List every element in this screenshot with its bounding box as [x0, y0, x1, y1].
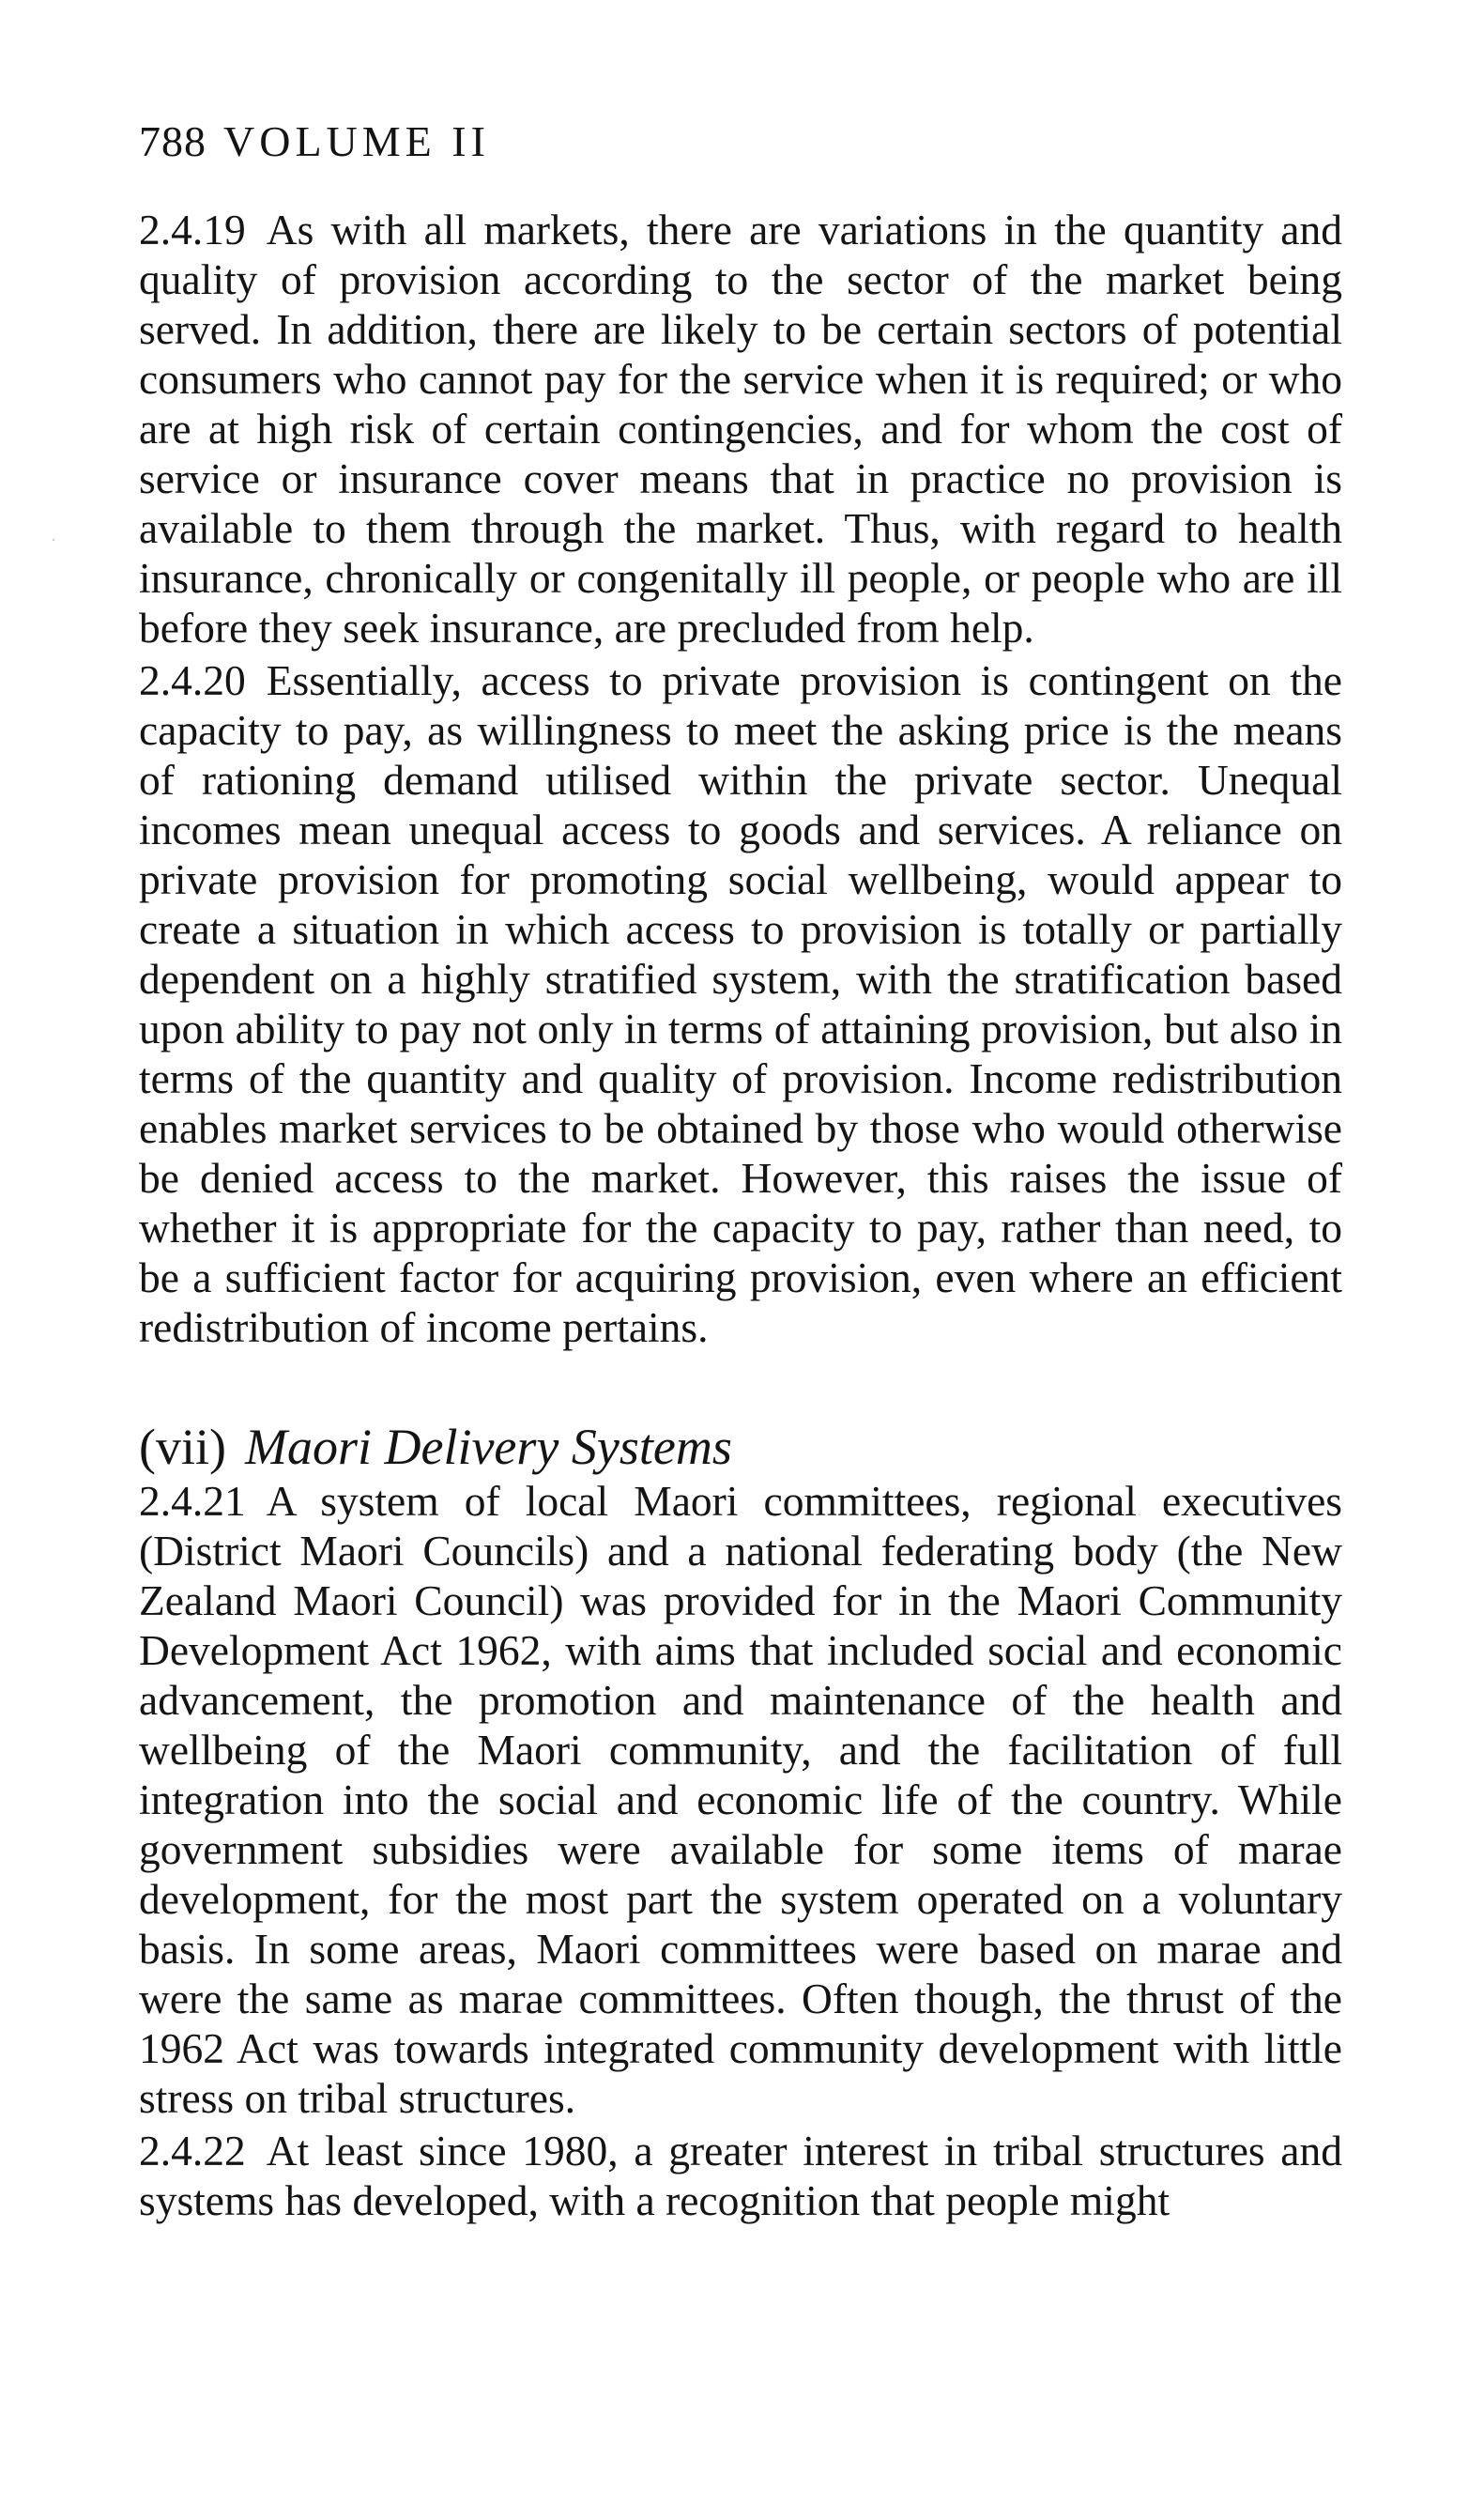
- running-title: VOLUME II: [223, 117, 490, 165]
- running-header: [139, 117, 490, 165]
- paragraph-number: 2.4.21: [139, 1477, 246, 1525]
- paragraph-text: Essentially, access to private provision is contingent on the capacity to pay, as willingness to meet the asking price is the means of rationing demand utilised within the private sector. Unequal incomes mean unequal access to goods and services. A reliance on private provision for promoting social wellbeing, would appear to create a situation in which access to provision is totally or partially dependent on a highly stratified system, with the stratification based upon ability to pay not only in terms of attaining provision, but also in terms of the quantity and quality of provision. Income redistribution enables market services to be obtained by those who would otherwise be denied access to the market. However, this raises the issue of whether it is appropriate for the capacity to pay, rather than need, to be a sufficient factor for acquiring provision, even where an efficient redistribution of income pertains.: [139, 656, 1342, 1351]
- paragraph-text: A system of local Maori committees, regional executives (District Maori Councils) and a national federating body (the New Zealand Maori Council) was provided for in the Maori Community Development Act 1962, with aims that included social and economic advancement, the promotion and maintenance of the health and wellbeing of the Maori community, and the facilitation of full integration into the social and economic life of the country. While government subsidies were available for some items of marae development, for the most part the system operated on a voluntary basis. In some areas, Maori committees were based on marae and were the same as marae committees. Often though, the thrust of the 1962 Act was towards integrated community development with little stress on tribal structures.: [139, 1477, 1342, 2122]
- page-number: 788: [139, 117, 207, 165]
- paragraph-2-4-21: [139, 1476, 1342, 2123]
- paragraph-2-4-22: [139, 2126, 1342, 2225]
- scan-speck: [53, 539, 54, 541]
- paragraph-2-4-20: [139, 655, 1342, 1352]
- body-text: [139, 205, 1342, 2225]
- section-heading: [139, 1418, 1342, 1476]
- paragraph-number: 2.4.19: [139, 206, 246, 254]
- paragraph-number: 2.4.20: [139, 656, 246, 704]
- paragraph-text: At least since 1980, a greater interest in tribal structures and systems has developed, with a recognition that people might: [139, 2127, 1342, 2224]
- section-numeral: (vii): [139, 1419, 226, 1475]
- section-title: Maori Delivery Systems: [244, 1419, 732, 1475]
- paragraph-2-4-19: [139, 205, 1342, 653]
- paragraph-number: 2.4.22: [139, 2127, 246, 2175]
- paragraph-text: As with all markets, there are variations in the quantity and quality of provision according to the sector of the market being served. In addition, there are likely to be certain sectors of potential consumers who cannot pay for the service when it is required; or who are at high risk of certain contingencies, and for whom the cost of service or insurance cover means that in practice no provision is available to them through the market. Thus, with regard to health insurance, chronically or congenitally ill people, or people who are ill before they seek insurance, are precluded from help.: [139, 206, 1342, 652]
